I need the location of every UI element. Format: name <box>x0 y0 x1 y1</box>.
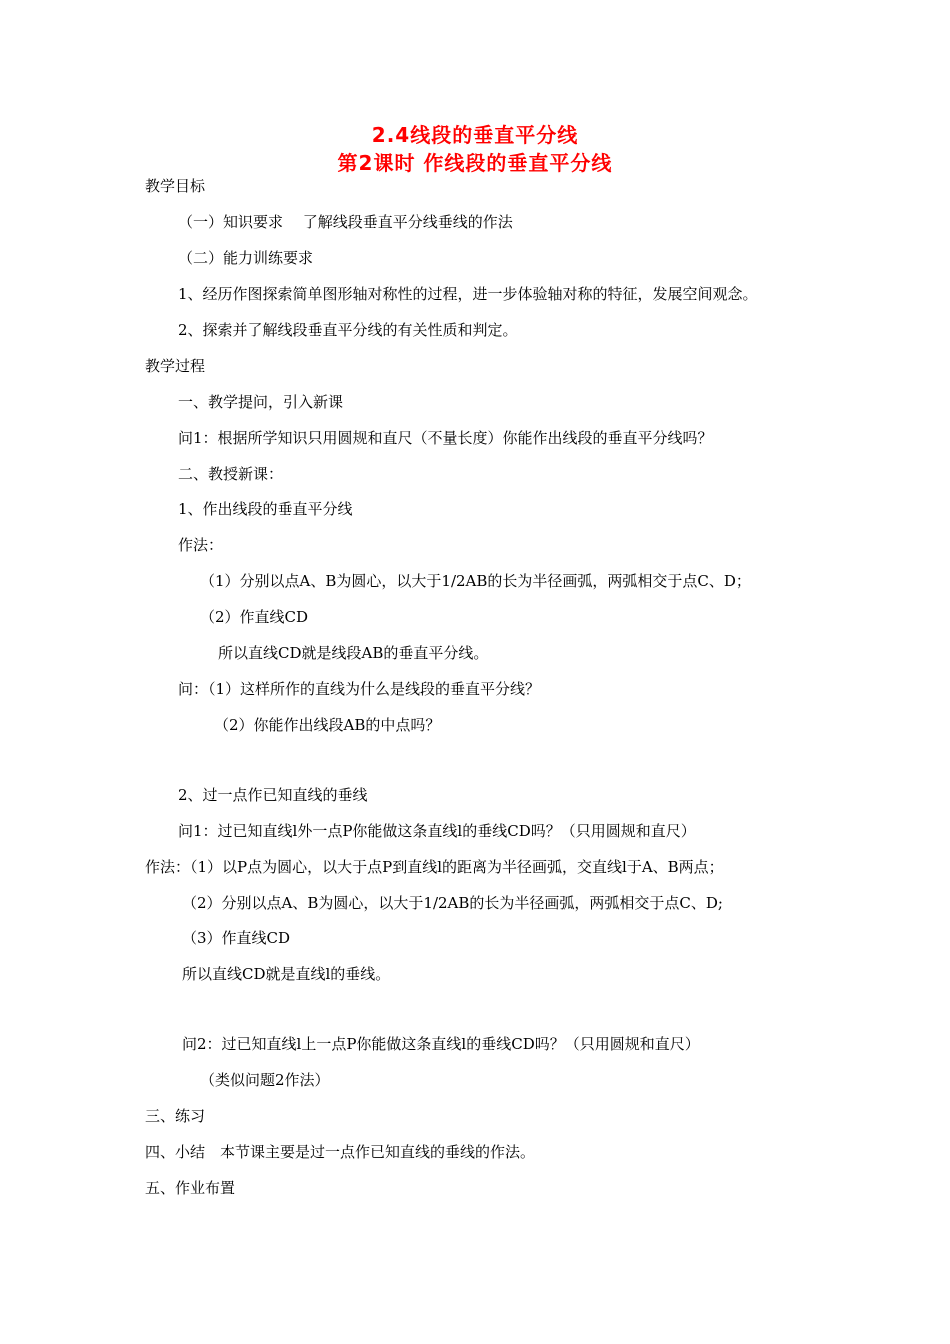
method-2-step-2: （2）分别以点A、B为圆心，以大于1/2AB的长为半径画弧，两弧相交于点C、D; <box>182 894 723 912</box>
step-2-heading: 二、教授新课： <box>178 465 284 483</box>
method-1-step-1: （1）分别以点A、B为圆心，以大于1/2AB的长为半径画弧，两弧相交于点C、D； <box>200 572 751 590</box>
title-line-2: 第2课时 作线段的垂直平分线 <box>337 151 613 175</box>
process-heading: 教学过程 <box>145 357 206 375</box>
step-3-heading: 三、练习 <box>145 1107 206 1125</box>
ability-heading: （二）能力训练要求 <box>178 249 314 267</box>
ability-item-1: 1、经历作图探索简单图形轴对称性的过程，进一步体验轴对称的特征，发展空间观念。 <box>178 285 758 303</box>
question-2: 问1：过已知直线l外一点P你能做这条直线l的垂线CD吗？（只用圆规和直尺） <box>178 822 696 840</box>
ask-1: 问：（1）这样所作的直线为什么是线段的垂直平分线？ <box>178 680 541 698</box>
step-1-heading: 一、教学提问，引入新课 <box>178 393 344 411</box>
method-1-step-2: （2）作直线CD <box>200 608 309 626</box>
title-line-1: 2.4线段的垂直平分线 <box>371 123 579 147</box>
ability-item-2: 2、探索并了解线段垂直平分线的有关性质和判定。 <box>178 321 518 339</box>
question-1: 问1：根据所学知识只用圆规和直尺（不量长度）你能作出线段的垂直平分线吗？ <box>178 429 713 447</box>
section-1-heading: 1、作出线段的垂直平分线 <box>178 500 353 518</box>
objectives-heading: 教学目标 <box>145 177 206 195</box>
step-5-heading: 五、作业布置 <box>145 1179 236 1197</box>
knowledge-requirement: （一）知识要求 了解线段垂直平分线垂线的作法 <box>178 213 513 231</box>
similar-note: （类似问题2作法） <box>200 1071 330 1089</box>
step-4-summary: 四、小结 本节课主要是过一点作已知直线的垂线的作法。 <box>145 1143 536 1161</box>
method-label: 作法： <box>178 536 224 554</box>
section-2-heading: 2、过一点作已知直线的垂线 <box>178 786 368 804</box>
conclusion-1: 所以直线CD就是线段AB的垂直平分线。 <box>218 644 489 662</box>
ask-2: （2）你能作出线段AB的中点吗？ <box>214 716 441 734</box>
method-2-step-3: （3）作直线CD <box>182 929 291 947</box>
conclusion-2: 所以直线CD就是直线l的垂线。 <box>182 965 391 983</box>
question-3: 问2：过已知直线l上一点P你能做这条直线l的垂线CD吗？（只用圆规和直尺） <box>182 1035 700 1053</box>
method-2-step-1: 作法：（1）以P点为圆心，以大于点P到直线l的距离为半径画弧，交直线l于A、B两点； <box>145 858 724 876</box>
